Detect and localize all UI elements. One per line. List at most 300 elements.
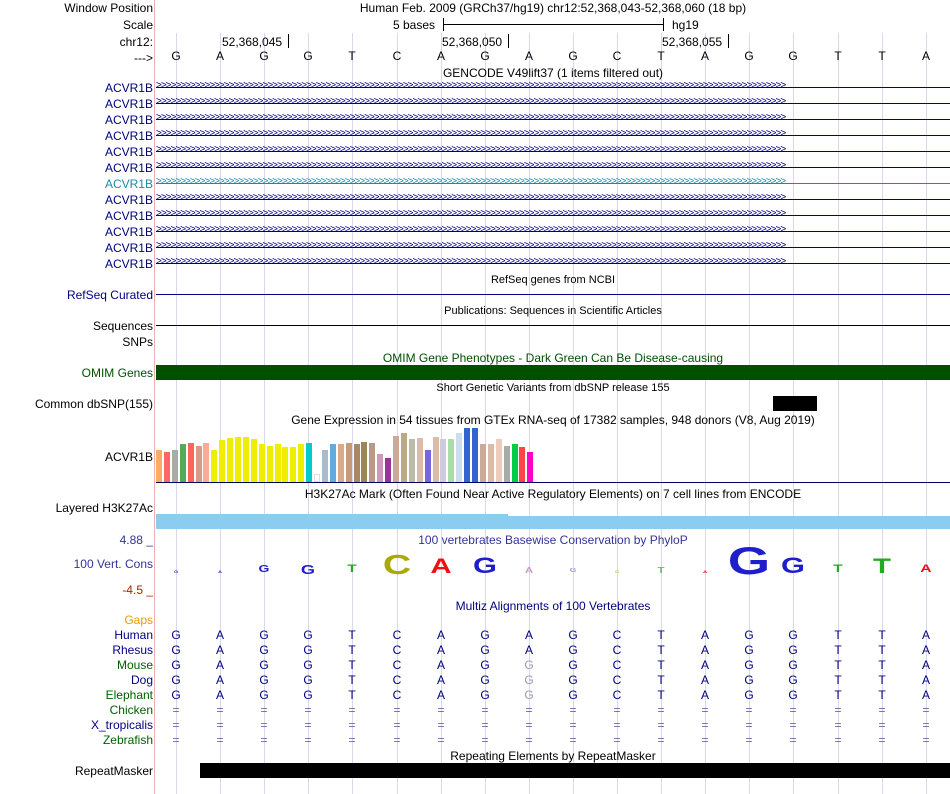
gtex-tissue-bar[interactable] bbox=[322, 450, 328, 482]
multiz-base: G bbox=[788, 658, 798, 672]
publications-line[interactable] bbox=[156, 325, 950, 326]
multiz-base: G bbox=[259, 688, 269, 702]
phylop-base-letter: A bbox=[702, 568, 708, 574]
gencode-strand-arrows: >>>>>>>>>>>>>>>>>>>>>>>>>>>>>>>>>>>>>>>>>>>>>>>>>>>>>>>>>>>>>>>>>>>>>>>>>>>>>>>>>>>>>>>>>>>>>>>>>>>>>>>>>>>>>>>>>>>>>>>>>>>>>>>>>> bbox=[156, 144, 786, 155]
gtex-tissue-bar[interactable] bbox=[243, 437, 249, 482]
phylop-base-letter: T bbox=[873, 555, 891, 579]
gencode-transcript-label[interactable]: ACVR1B bbox=[104, 113, 153, 127]
sequence-base: G bbox=[259, 49, 269, 63]
multiz-base: T bbox=[834, 643, 842, 657]
repeatmasker-element[interactable] bbox=[200, 763, 950, 778]
multiz-base: = bbox=[525, 733, 533, 747]
gtex-track-label[interactable]: ACVR1B bbox=[104, 450, 153, 464]
multiz-base: C bbox=[392, 658, 402, 672]
multiz-base: G bbox=[303, 643, 313, 657]
gtex-tissue-bar[interactable] bbox=[164, 452, 170, 482]
multiz-species-label[interactable]: Chicken bbox=[109, 703, 153, 717]
multiz-base: G bbox=[480, 673, 490, 687]
gtex-tissue-bar[interactable] bbox=[354, 444, 360, 482]
multiz-base: = bbox=[834, 733, 842, 747]
multiz-base: T bbox=[657, 628, 665, 642]
gtex-tissue-bar[interactable] bbox=[409, 439, 415, 482]
phylop-track-label[interactable]: 100 Vert. Cons bbox=[73, 557, 153, 571]
multiz-base: = bbox=[657, 718, 665, 732]
gtex-baseline bbox=[156, 482, 950, 483]
sequence-base: A bbox=[524, 49, 533, 63]
multiz-base: = bbox=[348, 703, 356, 717]
multiz-base: T bbox=[834, 673, 842, 687]
multiz-base: A bbox=[215, 688, 224, 702]
multiz-base: T bbox=[878, 643, 886, 657]
phylop-base-letter: A bbox=[920, 563, 932, 576]
coordinate-tick-mark-2 bbox=[508, 34, 509, 48]
multiz-base: A bbox=[215, 673, 224, 687]
gtex-tissue-bar[interactable] bbox=[172, 450, 178, 482]
phylop-base-letter: A bbox=[217, 568, 223, 574]
gtex-tissue-bar[interactable] bbox=[496, 439, 502, 482]
multiz-base: T bbox=[657, 688, 665, 702]
multiz-base: = bbox=[922, 733, 930, 747]
multiz-base: G bbox=[171, 658, 181, 672]
gencode-strand-arrows: >>>>>>>>>>>>>>>>>>>>>>>>>>>>>>>>>>>>>>>>>>>>>>>>>>>>>>>>>>>>>>>>>>>>>>>>>>>>>>>>>>>>>>>>>>>>>>>>>>>>>>>>>>>>>>>>>>>>>>>>>>>>>>>>>> bbox=[156, 224, 786, 235]
multiz-base: G bbox=[480, 658, 490, 672]
sequence-base: A bbox=[215, 49, 224, 63]
multiz-base: = bbox=[393, 703, 401, 717]
multiz-base: G bbox=[744, 643, 754, 657]
gtex-tissue-bar[interactable] bbox=[488, 444, 494, 482]
phylop-base-letter: G bbox=[569, 568, 577, 575]
multiz-base: = bbox=[216, 703, 224, 717]
multiz-base: G bbox=[480, 688, 490, 702]
refseq-gene-line[interactable] bbox=[156, 294, 950, 295]
sequence-base: A bbox=[700, 49, 709, 63]
gtex-track-title[interactable]: Gene Expression in 54 tissues from GTEx RNA-seq of 17382 samples, 948 donors (V8, Aug 2019) bbox=[291, 413, 815, 427]
multiz-base: A bbox=[436, 643, 445, 657]
coordinate-tick-mark-3 bbox=[728, 34, 729, 48]
gencode-transcript-label[interactable]: ACVR1B bbox=[104, 209, 153, 223]
multiz-base: G bbox=[524, 673, 534, 687]
snps-label: SNPs bbox=[122, 335, 153, 349]
multiz-base: A bbox=[921, 673, 930, 687]
gtex-tissue-bar[interactable] bbox=[377, 454, 383, 482]
refseq-track-label[interactable]: RefSeq Curated bbox=[66, 288, 153, 302]
multiz-base: T bbox=[657, 643, 665, 657]
gtex-tissue-bar[interactable] bbox=[512, 444, 518, 482]
multiz-base: G bbox=[568, 658, 578, 672]
omim-gene-bar[interactable] bbox=[156, 365, 950, 380]
multiz-base: A bbox=[436, 628, 445, 642]
gencode-strand-arrows: >>>>>>>>>>>>>>>>>>>>>>>>>>>>>>>>>>>>>>>>>>>>>>>>>>>>>>>>>>>>>>>>>>>>>>>>>>>>>>>>>>>>>>>>>>>>>>>>>>>>>>>>>>>>>>>>>>>>>>>>>>>>>>>>>> bbox=[156, 176, 786, 187]
gencode-transcript-label[interactable]: ACVR1B bbox=[104, 161, 153, 175]
sequence-base: G bbox=[744, 49, 754, 63]
multiz-base: = bbox=[348, 733, 356, 747]
scale-assembly: hg19 bbox=[672, 18, 699, 32]
gtex-tissue-bar[interactable] bbox=[527, 452, 533, 482]
multiz-base: C bbox=[392, 673, 402, 687]
publications-track-title[interactable]: Publications: Sequences in Scientific Articles bbox=[444, 305, 662, 317]
multiz-base: G bbox=[171, 628, 181, 642]
multiz-base: = bbox=[657, 733, 665, 747]
gencode-transcript-label[interactable]: ACVR1B bbox=[104, 241, 153, 255]
gtex-tissue-bar[interactable] bbox=[267, 446, 273, 482]
multiz-species-label[interactable]: Elephant bbox=[105, 688, 153, 702]
multiz-base: G bbox=[171, 688, 181, 702]
multiz-base: = bbox=[569, 718, 577, 732]
multiz-base: G bbox=[568, 628, 578, 642]
sequence-base: G bbox=[303, 49, 313, 63]
multiz-base: A bbox=[436, 673, 445, 687]
gtex-tissue-bar[interactable] bbox=[330, 444, 336, 482]
gencode-strand-arrows: >>>>>>>>>>>>>>>>>>>>>>>>>>>>>>>>>>>>>>>>>>>>>>>>>>>>>>>>>>>>>>>>>>>>>>>>>>>>>>>>>>>>>>>>>>>>>>>>>>>>>>>>>>>>>>>>>>>>>>>>>>>>>>>>>> bbox=[156, 192, 786, 203]
multiz-base: C bbox=[612, 643, 622, 657]
multiz-base: = bbox=[613, 733, 621, 747]
gtex-tissue-bar[interactable] bbox=[504, 446, 510, 482]
gtex-tissue-bar[interactable] bbox=[385, 458, 391, 482]
multiz-base: = bbox=[525, 703, 533, 717]
multiz-base: T bbox=[348, 688, 356, 702]
multiz-base: A bbox=[700, 643, 709, 657]
gtex-tissue-bar[interactable] bbox=[472, 428, 478, 482]
multiz-base: = bbox=[701, 718, 709, 732]
multiz-base: = bbox=[304, 703, 312, 717]
multiz-base: = bbox=[834, 718, 842, 732]
gtex-tissue-bar[interactable] bbox=[369, 443, 375, 482]
multiz-base: G bbox=[480, 643, 490, 657]
sequence-base: T bbox=[878, 49, 886, 63]
multiz-base: G bbox=[744, 658, 754, 672]
multiz-base: = bbox=[481, 733, 489, 747]
multiz-base: G bbox=[744, 628, 754, 642]
multiz-base: = bbox=[745, 733, 753, 747]
multiz-base: C bbox=[612, 658, 622, 672]
multiz-base: T bbox=[834, 628, 842, 642]
multiz-base: C bbox=[392, 643, 402, 657]
strand-label: ---> bbox=[134, 51, 153, 65]
multiz-base: T bbox=[348, 643, 356, 657]
multiz-base: = bbox=[834, 703, 842, 717]
multiz-base: G bbox=[259, 658, 269, 672]
multiz-base: A bbox=[436, 658, 445, 672]
multiz-base: T bbox=[348, 673, 356, 687]
multiz-base: = bbox=[878, 718, 886, 732]
phylop-min-label: -4.5 _ bbox=[122, 583, 153, 597]
multiz-base: G bbox=[171, 643, 181, 657]
gencode-strand-arrows: >>>>>>>>>>>>>>>>>>>>>>>>>>>>>>>>>>>>>>>>>>>>>>>>>>>>>>>>>>>>>>>>>>>>>>>>>>>>>>>>>>>>>>>>>>>>>>>>>>>>>>>>>>>>>>>>>>>>>>>>>>>>>>>>>> bbox=[156, 112, 786, 123]
multiz-base: C bbox=[612, 688, 622, 702]
multiz-base: A bbox=[215, 628, 224, 642]
h3k27ac-signal[interactable] bbox=[156, 516, 950, 529]
multiz-base: = bbox=[348, 718, 356, 732]
multiz-base: G bbox=[524, 688, 534, 702]
multiz-base: = bbox=[260, 718, 268, 732]
multiz-species-label[interactable]: Zebrafish bbox=[102, 733, 153, 747]
multiz-base: G bbox=[171, 673, 181, 687]
multiz-base: T bbox=[878, 673, 886, 687]
gencode-strand-arrows: >>>>>>>>>>>>>>>>>>>>>>>>>>>>>>>>>>>>>>>>>>>>>>>>>>>>>>>>>>>>>>>>>>>>>>>>>>>>>>>>>>>>>>>>>>>>>>>>>>>>>>>>>>>>>>>>>>>>>>>>>>>>>>>>>> bbox=[156, 128, 786, 139]
phylop-base-letter: G bbox=[258, 564, 270, 575]
gtex-tissue-bar[interactable] bbox=[227, 438, 233, 482]
label-column-divider bbox=[154, 0, 155, 794]
sequence-base: G bbox=[171, 49, 181, 63]
sequence-base: G bbox=[568, 49, 578, 63]
phylop-base-letter: T bbox=[657, 565, 665, 575]
gencode-transcript-label[interactable]: ACVR1B bbox=[104, 257, 153, 271]
multiz-base: = bbox=[304, 733, 312, 747]
multiz-base: A bbox=[436, 688, 445, 702]
multiz-base: A bbox=[524, 628, 533, 642]
multiz-base: G bbox=[788, 643, 798, 657]
gtex-tissue-bar[interactable] bbox=[251, 439, 257, 482]
gencode-strand-arrows: >>>>>>>>>>>>>>>>>>>>>>>>>>>>>>>>>>>>>>>>>>>>>>>>>>>>>>>>>>>>>>>>>>>>>>>>>>>>>>>>>>>>>>>>>>>>>>>>>>>>>>>>>>>>>>>>>>>>>>>>>>>>>>>>>> bbox=[156, 256, 786, 267]
multiz-base: G bbox=[303, 658, 313, 672]
scale-label: Scale bbox=[122, 18, 153, 32]
omim-track-title[interactable]: OMIM Gene Phenotypes - Dark Green Can Be Disease-causing bbox=[382, 351, 724, 365]
gtex-tissue-bar[interactable] bbox=[203, 443, 209, 482]
coordinate-tick-3: 52,368,055 bbox=[662, 35, 723, 49]
multiz-base: = bbox=[878, 733, 886, 747]
sequence-base: C bbox=[612, 49, 622, 63]
multiz-base: = bbox=[304, 718, 312, 732]
multiz-base: A bbox=[215, 658, 224, 672]
multiz-base: T bbox=[878, 628, 886, 642]
multiz-species-label[interactable]: Dog bbox=[130, 673, 153, 687]
dbsnp-variant[interactable] bbox=[773, 396, 817, 411]
phylop-base-letter: T bbox=[833, 563, 843, 576]
gtex-tissue-bar[interactable] bbox=[298, 444, 304, 482]
dbsnp-track-title[interactable]: Short Genetic Variants from dbSNP release 155 bbox=[436, 382, 670, 394]
multiz-base: = bbox=[481, 718, 489, 732]
phylop-base-letter: G bbox=[781, 553, 805, 579]
multiz-base: G bbox=[568, 643, 578, 657]
sequence-base: G bbox=[480, 49, 490, 63]
multiz-base: = bbox=[437, 703, 445, 717]
multiz-base: = bbox=[216, 733, 224, 747]
gtex-tissue-bar[interactable] bbox=[188, 443, 194, 482]
h3k27ac-track-title[interactable]: H3K27Ac Mark (Often Found Near Active Regulatory Elements) on 7 cell lines from ENCODE bbox=[304, 487, 802, 501]
gtex-tissue-bar[interactable] bbox=[464, 428, 470, 482]
multiz-base: G bbox=[480, 628, 490, 642]
multiz-base: = bbox=[745, 703, 753, 717]
gtex-tissue-bar[interactable] bbox=[314, 474, 320, 482]
phylop-base-letter: G bbox=[300, 561, 316, 577]
gtex-tissue-bar[interactable] bbox=[282, 447, 288, 482]
multiz-base: = bbox=[922, 718, 930, 732]
multiz-base: T bbox=[348, 658, 356, 672]
gtex-tissue-bar[interactable] bbox=[456, 433, 462, 482]
gencode-strand-arrows: >>>>>>>>>>>>>>>>>>>>>>>>>>>>>>>>>>>>>>>>>>>>>>>>>>>>>>>>>>>>>>>>>>>>>>>>>>>>>>>>>>>>>>>>>>>>>>>>>>>>>>>>>>>>>>>>>>>>>>>>>>>>>>>>>> bbox=[156, 240, 786, 251]
multiz-base: = bbox=[613, 718, 621, 732]
multiz-base: = bbox=[613, 703, 621, 717]
sequence-base: T bbox=[657, 49, 665, 63]
multiz-base: G bbox=[568, 673, 578, 687]
coordinate-tick-1: 52,368,045 bbox=[222, 35, 283, 49]
gtex-tissue-bar[interactable] bbox=[519, 447, 525, 482]
multiz-base: G bbox=[303, 673, 313, 687]
gtex-tissue-bar[interactable] bbox=[196, 446, 202, 482]
multiz-base: T bbox=[348, 628, 356, 642]
gtex-tissue-bar[interactable] bbox=[417, 438, 423, 482]
multiz-base: T bbox=[834, 658, 842, 672]
multiz-base: T bbox=[878, 658, 886, 672]
gtex-tissue-bar[interactable] bbox=[448, 439, 454, 482]
gtex-tissue-bar[interactable] bbox=[211, 450, 217, 482]
gtex-tissue-bar[interactable] bbox=[440, 439, 446, 482]
coordinate-tick-2: 52,368,050 bbox=[442, 35, 503, 49]
gtex-tissue-bar[interactable] bbox=[393, 436, 399, 482]
multiz-base: G bbox=[259, 643, 269, 657]
multiz-base: G bbox=[788, 673, 798, 687]
multiz-base: = bbox=[789, 718, 797, 732]
phylop-base-letter: A bbox=[430, 555, 452, 579]
multiz-base: A bbox=[524, 643, 533, 657]
phylop-base-letter: T bbox=[347, 563, 357, 576]
multiz-base: = bbox=[525, 718, 533, 732]
multiz-base: A bbox=[700, 658, 709, 672]
gtex-tissue-bar[interactable] bbox=[480, 444, 486, 482]
multiz-base: A bbox=[700, 673, 709, 687]
multiz-base: = bbox=[569, 703, 577, 717]
multiz-species-label[interactable]: Human bbox=[114, 628, 153, 642]
gtex-tissue-bar[interactable] bbox=[180, 444, 186, 482]
multiz-base: = bbox=[745, 718, 753, 732]
gtex-tissue-bar[interactable] bbox=[219, 440, 225, 482]
multiz-base: = bbox=[393, 733, 401, 747]
multiz-base: = bbox=[789, 703, 797, 717]
multiz-base: T bbox=[834, 688, 842, 702]
gencode-transcript-label[interactable]: ACVR1B bbox=[104, 145, 153, 159]
multiz-base: = bbox=[172, 703, 180, 717]
sequence-base: T bbox=[834, 49, 842, 63]
multiz-base: G bbox=[259, 673, 269, 687]
multiz-base: A bbox=[921, 658, 930, 672]
multiz-base: A bbox=[921, 628, 930, 642]
multiz-base: = bbox=[172, 718, 180, 732]
multiz-base: G bbox=[568, 688, 578, 702]
multiz-base: G bbox=[524, 658, 534, 672]
multiz-base: G bbox=[744, 688, 754, 702]
gencode-track-title[interactable]: GENCODE V49lift37 (1 items filtered out) bbox=[442, 66, 664, 80]
multiz-base: = bbox=[789, 733, 797, 747]
phylop-base-letter: G bbox=[473, 553, 497, 579]
sequence-base: A bbox=[921, 49, 930, 63]
sequence-base: G bbox=[788, 49, 798, 63]
multiz-base: = bbox=[216, 718, 224, 732]
multiz-base: T bbox=[878, 688, 886, 702]
multiz-species-label[interactable]: Mouse bbox=[116, 658, 153, 672]
multiz-base: = bbox=[701, 733, 709, 747]
multiz-base: = bbox=[569, 733, 577, 747]
multiz-base: = bbox=[481, 703, 489, 717]
gencode-strand-arrows: >>>>>>>>>>>>>>>>>>>>>>>>>>>>>>>>>>>>>>>>>>>>>>>>>>>>>>>>>>>>>>>>>>>>>>>>>>>>>>>>>>>>>>>>>>>>>>>>>>>>>>>>>>>>>>>>>>>>>>>>>>>>>>>>>> bbox=[156, 208, 786, 219]
multiz-base: = bbox=[393, 718, 401, 732]
gencode-strand-arrows: >>>>>>>>>>>>>>>>>>>>>>>>>>>>>>>>>>>>>>>>>>>>>>>>>>>>>>>>>>>>>>>>>>>>>>>>>>>>>>>>>>>>>>>>>>>>>>>>>>>>>>>>>>>>>>>>>>>>>>>>>>>>>>>>>> bbox=[156, 80, 786, 91]
gencode-transcript-label[interactable]: ACVR1B bbox=[104, 81, 153, 95]
multiz-base: = bbox=[260, 733, 268, 747]
refseq-track-title[interactable]: RefSeq genes from NCBI bbox=[490, 274, 616, 286]
gtex-tissue-bar[interactable] bbox=[433, 437, 439, 482]
multiz-base: G bbox=[788, 688, 798, 702]
multiz-base: = bbox=[437, 718, 445, 732]
gtex-tissue-bar[interactable] bbox=[338, 444, 344, 482]
phylop-base-letter: G bbox=[727, 539, 771, 583]
multiz-base: C bbox=[392, 628, 402, 642]
multiz-base: G bbox=[744, 673, 754, 687]
sequence-base: T bbox=[348, 49, 356, 63]
omim-track-label[interactable]: OMIM Genes bbox=[81, 366, 153, 380]
gencode-transcript-label[interactable]: ACVR1B bbox=[104, 193, 153, 207]
gtex-tissue-bar[interactable] bbox=[275, 444, 281, 482]
coordinate-tick-mark-1 bbox=[288, 34, 289, 48]
chrom-label: chr12: bbox=[119, 35, 153, 49]
multiz-base: A bbox=[215, 643, 224, 657]
gencode-strand-arrows: >>>>>>>>>>>>>>>>>>>>>>>>>>>>>>>>>>>>>>>>>>>>>>>>>>>>>>>>>>>>>>>>>>>>>>>>>>>>>>>>>>>>>>>>>>>>>>>>>>>>>>>>>>>>>>>>>>>>>>>>>>>>>>>>>> bbox=[156, 96, 786, 107]
gencode-transcript-label[interactable]: ACVR1B bbox=[104, 177, 153, 191]
repeatmasker-track-label[interactable]: RepeatMasker bbox=[74, 764, 153, 778]
scale-bases: 5 bases bbox=[393, 18, 436, 32]
gtex-tissue-bar[interactable] bbox=[425, 450, 431, 482]
phylop-track-title[interactable]: 100 vertebrates Basewise Conservation by PhyloP bbox=[418, 533, 688, 547]
window-position-label: Window Position bbox=[64, 1, 153, 15]
gtex-tissue-bar[interactable] bbox=[401, 433, 407, 482]
multiz-base: G bbox=[303, 688, 313, 702]
window-position-value[interactable]: Human Feb. 2009 (GRCh37/hg19) chr12:52,368,043-52,368,060 (18 bp) bbox=[359, 1, 747, 15]
repeatmasker-track-title[interactable]: Repeating Elements by RepeatMasker bbox=[450, 749, 656, 763]
sequence-base: C bbox=[392, 49, 402, 63]
gencode-strand-arrows: >>>>>>>>>>>>>>>>>>>>>>>>>>>>>>>>>>>>>>>>>>>>>>>>>>>>>>>>>>>>>>>>>>>>>>>>>>>>>>>>>>>>>>>>>>>>>>>>>>>>>>>>>>>>>>>>>>>>>>>>>>>>>>>>>> bbox=[156, 160, 786, 171]
multiz-base: = bbox=[878, 703, 886, 717]
gencode-transcript-label[interactable]: ACVR1B bbox=[104, 97, 153, 111]
gtex-tissue-bar[interactable] bbox=[235, 437, 241, 482]
gencode-transcript-label[interactable]: ACVR1B bbox=[104, 129, 153, 143]
phylop-base-letter: A bbox=[524, 565, 534, 575]
multiz-base: T bbox=[657, 673, 665, 687]
gencode-transcript-label[interactable]: ACVR1B bbox=[104, 225, 153, 239]
multiz-base: = bbox=[260, 703, 268, 717]
multiz-base: = bbox=[701, 703, 709, 717]
publications-track-label[interactable]: Sequences bbox=[92, 319, 153, 333]
multiz-base: G bbox=[788, 628, 798, 642]
multiz-base: A bbox=[921, 688, 930, 702]
phylop-base-letter: G bbox=[173, 568, 179, 574]
multiz-base: C bbox=[392, 688, 402, 702]
multiz-base: = bbox=[922, 703, 930, 717]
multiz-track-title[interactable]: Multiz Alignments of 100 Vertebrates bbox=[455, 599, 651, 613]
h3k27ac-track-label[interactable]: Layered H3K27Ac bbox=[55, 501, 153, 515]
gtex-tissue-bar[interactable] bbox=[346, 443, 352, 482]
gtex-tissue-bar[interactable] bbox=[361, 442, 367, 482]
multiz-base: A bbox=[700, 628, 709, 642]
gtex-tissue-bar[interactable] bbox=[306, 443, 312, 482]
multiz-base: C bbox=[612, 673, 622, 687]
multiz-base: G bbox=[303, 628, 313, 642]
dbsnp-track-label[interactable]: Common dbSNP(155) bbox=[34, 397, 153, 411]
multiz-base: T bbox=[657, 658, 665, 672]
multiz-base: G bbox=[259, 628, 269, 642]
multiz-species-label[interactable]: X_tropicalis bbox=[90, 718, 153, 732]
gtex-tissue-bar[interactable] bbox=[259, 444, 265, 482]
multiz-species-label[interactable]: Rhesus bbox=[112, 643, 153, 657]
multiz-base: = bbox=[437, 733, 445, 747]
sequence-base: A bbox=[436, 49, 445, 63]
phylop-base-letter: C bbox=[614, 568, 620, 574]
phylop-max-label: 4.88 _ bbox=[119, 533, 153, 547]
phylop-base-letter: C bbox=[382, 548, 412, 580]
gaps-label: Gaps bbox=[124, 613, 153, 627]
multiz-base: = bbox=[657, 703, 665, 717]
multiz-base: = bbox=[172, 733, 180, 747]
gtex-tissue-bar[interactable] bbox=[290, 447, 296, 482]
gtex-tissue-bar[interactable] bbox=[156, 450, 162, 482]
